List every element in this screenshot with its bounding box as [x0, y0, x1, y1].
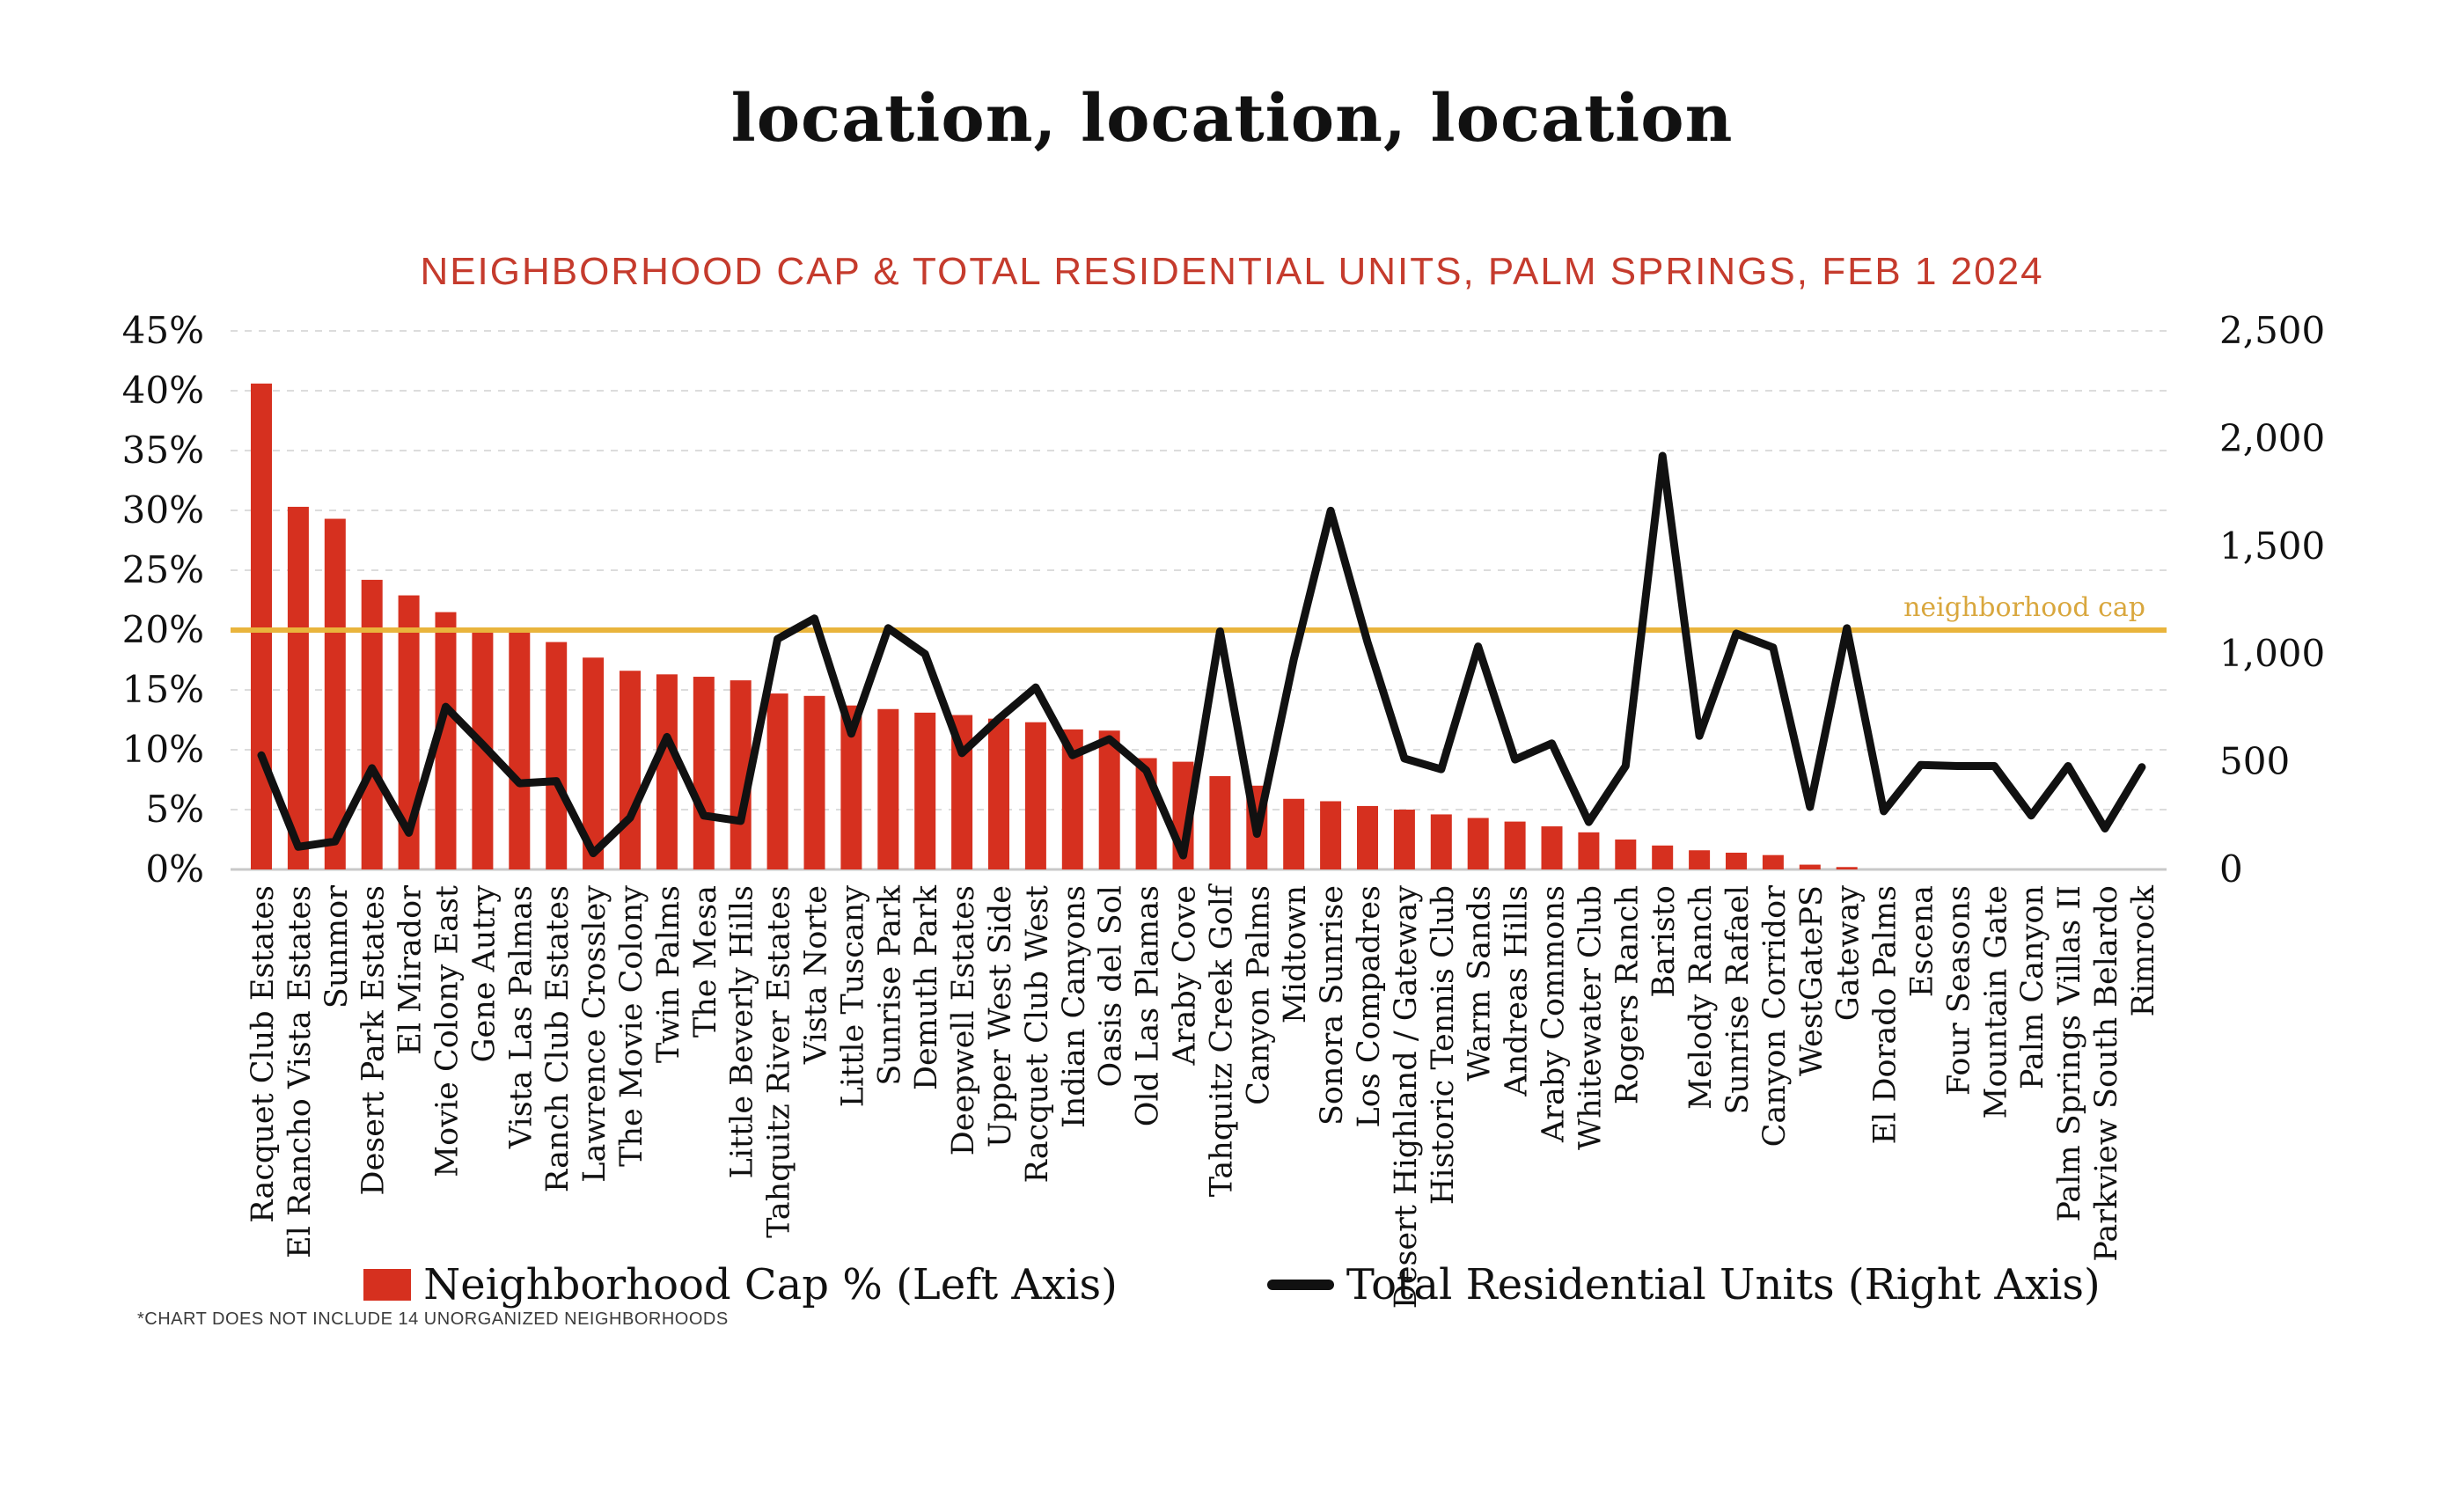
cap-reference-label: neighborhood cap — [1903, 592, 2145, 623]
footnote: *CHART DOES NOT INCLUDE 14 UNORGANIZED NEIGHBORHOODS — [137, 1309, 729, 1329]
category-label: Desert Park Estates — [356, 885, 392, 1196]
bar — [251, 384, 272, 869]
category-label: Warm Sands — [1462, 885, 1498, 1082]
category-label: Palm Canyon — [2015, 885, 2051, 1089]
bar — [1615, 840, 1636, 869]
legend-item-bar — [363, 1260, 1118, 1309]
category-label: Historic Tennis Club — [1425, 885, 1461, 1206]
bar — [1468, 818, 1489, 869]
bar-swatch-icon — [363, 1269, 411, 1301]
right-axis-tick-label: 1,000 — [2219, 632, 2326, 676]
left-axis-tick-label: 20% — [121, 608, 204, 651]
chart-subtitle: NEIGHBORHOOD CAP & TOTAL RESIDENTIAL UNITS, PALM SPRINGS, FEB 1 2024 — [420, 250, 2044, 293]
bar — [1505, 822, 1526, 869]
left-axis-tick-label: 0% — [145, 847, 204, 891]
category-label: Twin Palms — [650, 885, 686, 1064]
category-label: Gene Autry — [466, 885, 502, 1063]
bar — [1283, 799, 1304, 869]
category-label: Little Beverly Hills — [724, 884, 760, 1179]
bar — [1209, 776, 1230, 869]
left-axis-tick-label: 40% — [121, 369, 204, 412]
category-label: Midtown — [1278, 885, 1314, 1024]
category-label: Canyon Palms — [1241, 885, 1277, 1105]
right-axis-tick-label: 500 — [2219, 739, 2291, 783]
category-label: Upper West Side — [983, 885, 1018, 1148]
category-label: Los Compadres — [1352, 885, 1387, 1128]
bar — [1431, 814, 1452, 869]
category-label: El Rancho Vista Estates — [282, 885, 318, 1258]
bar — [988, 719, 1009, 869]
category-label: Tahquitz River Estates — [761, 885, 797, 1238]
bar — [804, 696, 825, 869]
bar — [288, 507, 309, 869]
category-label: Escena — [1904, 885, 1940, 998]
left-axis-tick-label: 25% — [121, 548, 204, 591]
bar — [546, 642, 567, 869]
chart-title: location, location, location — [730, 81, 1734, 157]
category-label: Sunrise Park — [872, 885, 908, 1086]
bar — [1578, 832, 1599, 869]
bar — [1542, 826, 1563, 869]
category-label: Canyon Corridor — [1756, 884, 1793, 1148]
category-label: Palm Springs Villas II — [2052, 885, 2088, 1222]
category-label: Old Las Plamas — [1130, 885, 1166, 1127]
bar — [1726, 853, 1747, 869]
right-axis-tick-label: 0 — [2219, 847, 2243, 891]
bar — [1320, 801, 1341, 869]
bar — [1025, 722, 1046, 869]
category-label: Gateway — [1830, 885, 1866, 1022]
bar — [1837, 867, 1858, 869]
legend-bar-label: Neighborhood Cap % (Left Axis) — [423, 1260, 1118, 1309]
category-label: Four Seasons — [1941, 885, 1977, 1096]
bar — [1800, 865, 1821, 869]
bar — [509, 633, 530, 869]
category-label: Desert Highland / Gateway — [1388, 884, 1424, 1309]
category-label: Little Tuscany — [835, 885, 871, 1108]
bar — [1099, 730, 1120, 869]
right-axis-tick-label: 2,000 — [2219, 416, 2326, 460]
category-label: Vista Norte — [798, 885, 834, 1065]
category-label: Sunmor — [319, 885, 355, 1009]
category-label: The Movie Colony — [614, 885, 649, 1167]
category-label: El Mirador — [392, 885, 429, 1055]
right-axis-tick-label: 1,500 — [2219, 524, 2326, 568]
bar — [1763, 855, 1784, 869]
category-label: Araby Cove — [1167, 885, 1203, 1066]
category-label: Araby Commons — [1536, 885, 1572, 1142]
category-label: Tahquitz Creek Golf — [1204, 885, 1240, 1198]
category-label: Racquet Club Estates — [246, 885, 281, 1223]
category-label: Oasis del Sol — [1093, 885, 1129, 1088]
bar — [1394, 810, 1415, 869]
left-axis-tick-label: 45% — [121, 309, 204, 352]
line-swatch-icon — [1267, 1280, 1334, 1290]
bar — [656, 674, 678, 869]
category-label: Sonora Sunrise — [1315, 885, 1351, 1126]
category-label: Sunrise Rafael — [1720, 885, 1756, 1115]
category-label: Indian Canyons — [1056, 885, 1092, 1129]
category-label: Deepwell Estates — [946, 885, 982, 1156]
left-axis-tick-label: 30% — [121, 488, 204, 532]
category-label: Ranch Club Estates — [540, 885, 576, 1193]
legend-line-label: Total Residential Units (Right Axis) — [1346, 1260, 2101, 1309]
bar — [620, 671, 641, 869]
bar — [877, 709, 898, 869]
category-label: Mountain Gate — [1978, 885, 2014, 1119]
category-label: Movie Colony East — [429, 885, 466, 1177]
category-label: Lawrence Crossley — [577, 885, 613, 1183]
legend — [0, 1260, 2464, 1309]
left-axis-tick-label: 15% — [121, 668, 204, 711]
category-label: Rimrock — [2125, 885, 2161, 1017]
category-label: El Dorado Palms — [1867, 885, 1903, 1145]
category-label: The Mesa — [687, 885, 723, 1038]
left-axis-tick-label: 35% — [121, 429, 204, 472]
right-axis-tick-label: 2,500 — [2219, 309, 2326, 352]
units-line — [261, 456, 2142, 855]
category-label: Baristo — [1646, 885, 1683, 998]
category-label: Demuth Park — [909, 885, 945, 1091]
bar — [1689, 850, 1710, 869]
category-label: Racquet Club West — [1019, 885, 1055, 1184]
bar — [1357, 806, 1378, 869]
category-label: Whitewater Club — [1573, 884, 1609, 1150]
bar — [1652, 846, 1673, 869]
bar — [693, 677, 715, 869]
left-axis-tick-label: 10% — [121, 728, 204, 771]
bar — [767, 693, 788, 869]
category-label: Vista Las Palmas — [503, 885, 539, 1149]
category-label: Parkview South Belardo — [2089, 885, 2124, 1262]
category-label: Andreas Hills — [1499, 885, 1535, 1096]
bar — [362, 580, 383, 869]
bar — [914, 713, 935, 869]
category-label: Melody Ranch — [1683, 885, 1720, 1110]
left-axis-tick-label: 5% — [145, 788, 204, 831]
category-label: WestGatePS — [1793, 885, 1830, 1076]
category-label: Rogers Ranch — [1610, 885, 1646, 1105]
legend-item-line — [1267, 1260, 2101, 1309]
bar — [325, 519, 346, 869]
